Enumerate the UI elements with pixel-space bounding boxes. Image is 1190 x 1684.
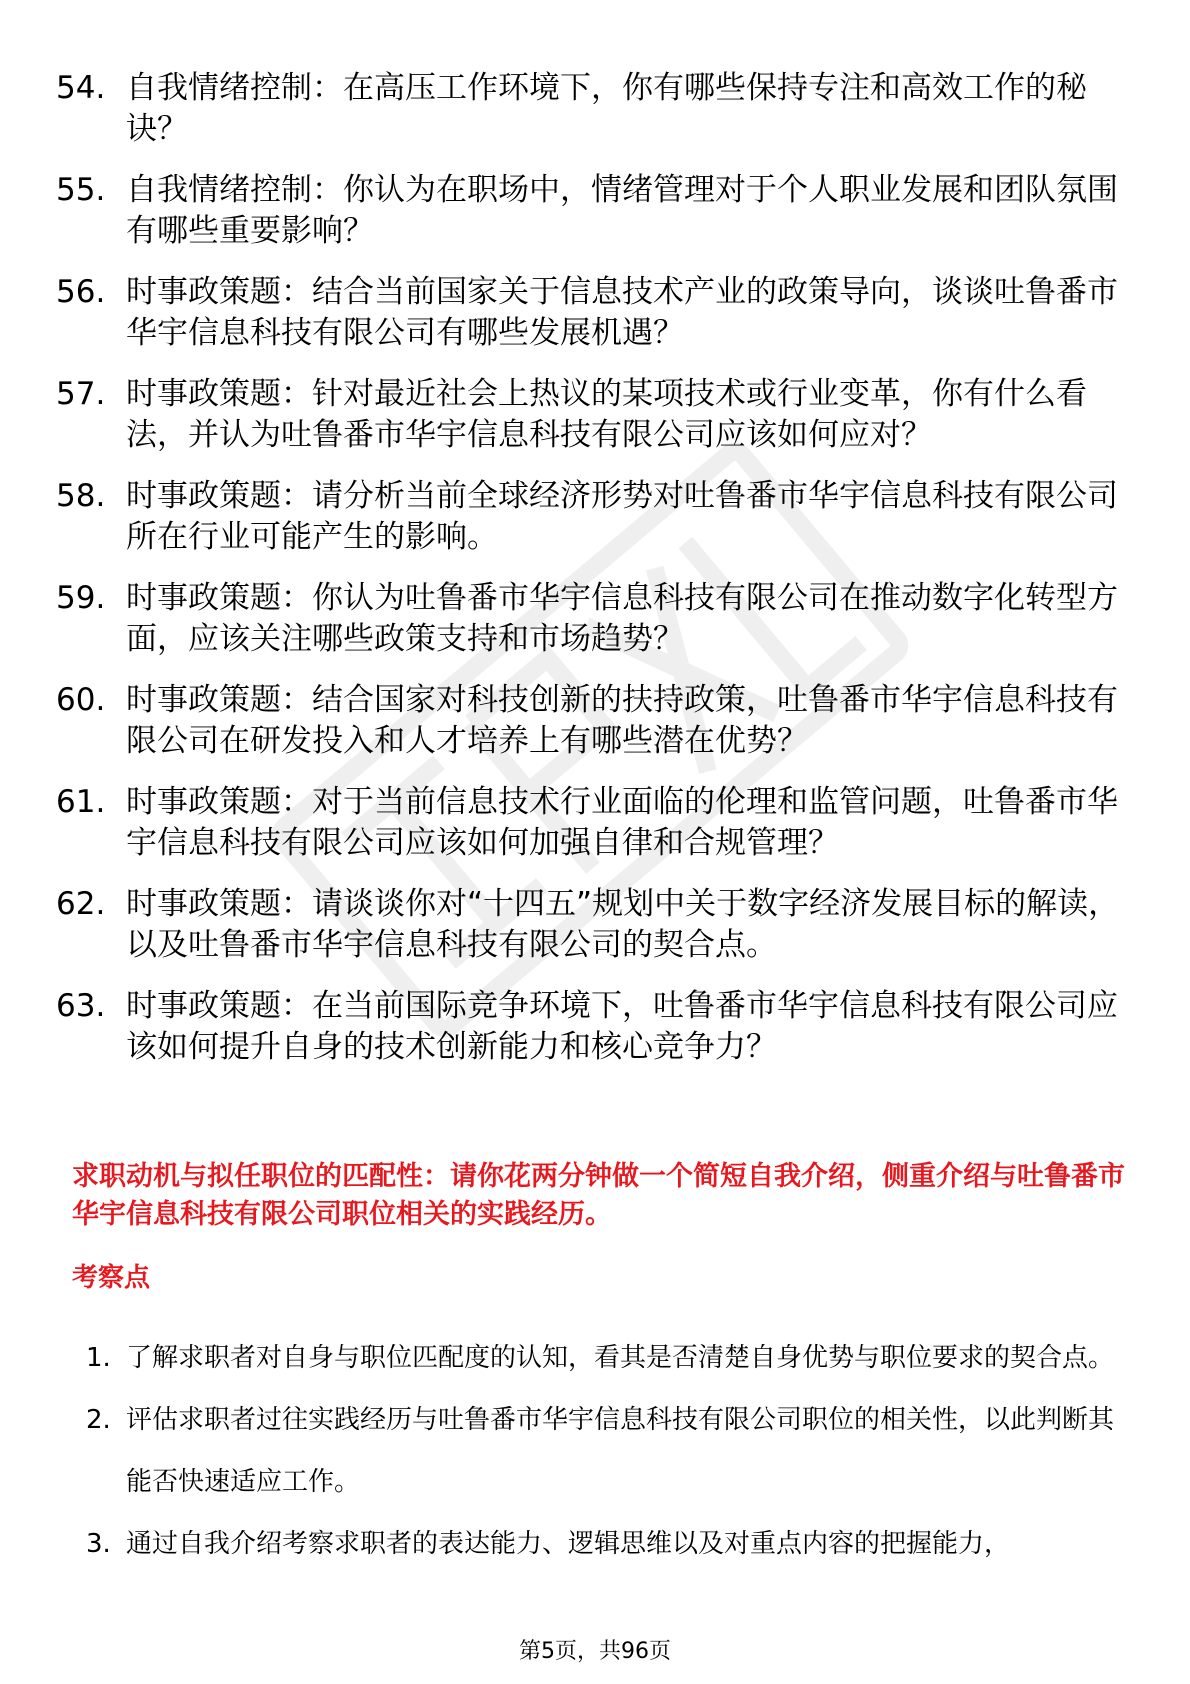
point-number: 2. [86, 1405, 111, 1435]
question-item [56, 272, 1136, 354]
question-text: 时事政策题：请分析当前全球经济形势对吐鲁番市华宇信息科技有限公司所在行业可能产生的影响。 [126, 478, 1118, 555]
point-text: 评估求职者过往实践经历与吐鲁番市华宇信息科技有限公司职位的相关性，以此判断其能否快速适应工作。 [126, 1405, 1115, 1497]
assessment-point-list [86, 1327, 1136, 1575]
question-text: 时事政策题：结合当前国家关于信息技术产业的政策导向，谈谈吐鲁番市华宇信息科技有限公司有哪些发展机遇？ [126, 274, 1118, 351]
question-text: 时事政策题：针对最近社会上热议的某项技术或行业变革，你有什么看法，并认为吐鲁番市华宇信息科技有限公司应该如何应对？ [126, 376, 1087, 453]
assessment-point [86, 1513, 1136, 1575]
question-item [56, 578, 1136, 660]
question-item [56, 782, 1136, 864]
question-text: 时事政策题：对于当前信息技术行业面临的伦理和监管问题，吐鲁番市华宇信息科技有限公司应该如何加强自律和合规管理？ [126, 784, 1118, 861]
question-item [56, 170, 1136, 252]
point-text: 了解求职者对自身与职位匹配度的认知，看其是否清楚自身优势与职位要求的契合点。 [126, 1343, 1115, 1373]
question-item [56, 476, 1136, 558]
question-item [56, 68, 1136, 150]
question-number: 62. [56, 886, 106, 922]
page-number: 第5页，共96页 [519, 1639, 671, 1664]
question-number: 58. [56, 478, 106, 514]
assessment-points-heading: 考察点 [72, 1263, 151, 1293]
question-text: 时事政策题：请谈谈你对“十四五”规划中关于数字经济发展目标的解读，以及吐鲁番市华宇信息科技有限公司的契合点。 [126, 886, 1120, 963]
point-number: 3. [86, 1529, 111, 1559]
section-heading: 求职动机与拟任职位的匹配性：请你花两分钟做一个简短自我介绍，侧重介绍与吐鲁番市华宇信息科技有限公司职位相关的实践经历。 [72, 1161, 1125, 1230]
question-number: 55. [56, 172, 106, 208]
assessment-point [86, 1389, 1136, 1513]
question-item [56, 680, 1136, 762]
point-number: 1. [86, 1343, 111, 1373]
question-number: 63. [56, 988, 106, 1024]
question-number: 61. [56, 784, 106, 820]
question-text: 时事政策题：你认为吐鲁番市华宇信息科技有限公司在推动数字化转型方面，应该关注哪些政策支持和市场趋势？ [126, 580, 1118, 657]
question-number: 56. [56, 274, 106, 310]
question-number: 54. [56, 70, 106, 106]
question-text: 时事政策题：结合国家对科技创新的扶持政策，吐鲁番市华宇信息科技有限公司在研发投入和人才培养上有哪些潜在优势？ [126, 682, 1118, 759]
assessment-point [86, 1327, 1136, 1389]
question-text: 自我情绪控制：你认为在职场中，情绪管理对于个人职业发展和团队氛围有哪些重要影响？ [126, 172, 1118, 249]
question-number: 60. [56, 682, 106, 718]
question-item [56, 986, 1136, 1068]
question-list [56, 68, 1136, 1088]
question-item [56, 884, 1136, 966]
question-text: 时事政策题：在当前国际竞争环境下，吐鲁番市华宇信息科技有限公司应该如何提升自身的技术创新能力和核心竞争力？ [126, 988, 1118, 1065]
point-text: 通过自我介绍考察求职者的表达能力、逻辑思维以及对重点内容的把握能力， [126, 1529, 1011, 1559]
question-number: 57. [56, 376, 106, 412]
question-number: 59. [56, 580, 106, 616]
question-item [56, 374, 1136, 456]
question-text: 自我情绪控制：在高压工作环境下，你有哪些保持专注和高效工作的秘诀？ [126, 70, 1087, 147]
